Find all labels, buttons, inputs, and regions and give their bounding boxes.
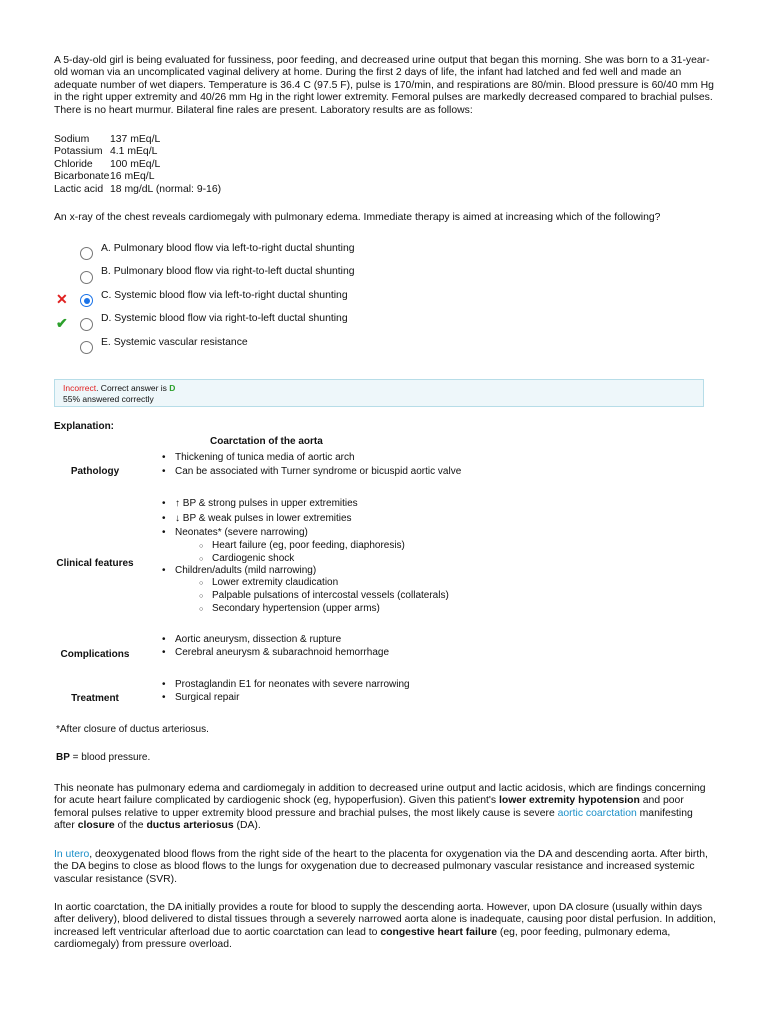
row-label-treatment: Treatment [71,693,119,704]
radio-button[interactable] [80,247,93,260]
radio-button[interactable] [80,341,93,354]
option-label: B. Pulmonary blood flow via right-to-left ductal shunting [101,266,355,277]
bold-text: ductus arteriosus [146,820,234,832]
sub-list-item: ○ Secondary hypertension (upper arms) [212,603,380,616]
option-label: D. Systemic blood flow via right-to-left ductal shunting [101,313,348,324]
explanation-heading: Explanation: [54,421,115,432]
bold-text: closure [77,820,115,832]
list-item: • Prostaglandin E1 for neonates with severe narrowing [175,679,410,692]
sub-list-item: ○ Palpable pulsations of intercostal vessels (collaterals) [212,590,449,603]
result-status: Incorrect [63,383,97,393]
explanation-paragraph [54,783,716,833]
result-correct-text: . Correct answer is [96,383,170,393]
abbreviation-note [56,752,150,763]
list-item: • Can be associated with Turner syndrome or bicuspid aortic valve [175,466,461,479]
x-mark-icon: ✕ [56,291,68,307]
radio-button-selected[interactable] [80,294,93,307]
text: (eg, poor feeding, pulmonary edema, cardiomegaly) from pressure overload. [54,926,671,951]
sub-list-item: ○ Lower extremity claudication [212,577,338,590]
list-item: • Thickening of tunica media of aortic arch [175,452,355,465]
result-box [54,379,704,407]
row-label-pathology: Pathology [70,466,120,477]
text: In aortic coarctation, the DA initially provides a route for blood to supply the descending aorta. However, upon DA closure (usually within days after delivery), blood delivered to distal tissues through a severely narrowed aorta alone is inadequate, causing poor distal perfusion. In addition, increased left ventricular afterload due to aortic coarctation can lead to [54,902,716,938]
correct-answer: D [169,383,176,393]
list-item: • Surgical repair [175,692,239,705]
option-label: C. Systemic blood flow via left-to-right ductal shunting [101,290,348,301]
percent-correct: 55% answered correctly [63,393,154,404]
explanation-paragraph [54,849,716,886]
answer-option-d[interactable] [0,313,700,333]
lab-row [54,159,221,171]
sub-list-item: ○ Cardiogenic shock [212,553,294,566]
lab-results [54,134,221,196]
table-title: Coarctation of the aorta [210,436,323,447]
option-label: E. Systemic vascular resistance [101,337,248,348]
radio-button[interactable] [80,318,93,331]
lab-value: 137 mEq/L [110,134,161,145]
list-item: • Children/adults (mild narrowing) [175,565,316,578]
abbr-definition: = blood pressure. [69,752,151,763]
row-label-clinical-features: Clinical features [56,558,134,569]
text: , deoxygenated blood flows from the right side of the heart to the placenta for oxygenation via the DA and descending aorta. After birth, the DA begins to close as blood flows to the lungs for oxygenation due to decreased pulmonary vascular resistance and increased systemic vascular resistance (SVR). [54,849,708,885]
lab-row [54,171,221,183]
text: and poor femoral pulses relative to upper extremity blood pressure and brachial pulses, the most likely cause is severe [54,795,684,819]
text: manifesting after [54,807,693,832]
lab-value: 4.1 mEq/L [110,146,158,158]
sub-list-item: ○ Heart failure (eg, poor feeding, diaphoresis) [212,540,405,553]
lab-row [54,146,221,158]
list-item: • Aortic aneurysm, dissection & rupture [175,634,341,647]
link-in-utero[interactable]: In utero [54,849,90,860]
radio-button[interactable] [80,271,93,284]
lab-value: 18 mg/dL (normal: 9-16) [110,183,222,195]
lab-name: Lactic acid [54,183,104,195]
lab-name: Bicarbonate [54,171,110,183]
lab-value: 16 mEq/L [110,171,155,183]
explanation-paragraph [54,902,716,952]
list-item: • Neonates* (severe narrowing) [175,527,308,540]
bold-text: congestive heart failure [380,926,497,938]
list-item: • ↓ BP & weak pulses in lower extremities [175,513,352,526]
answer-option-a[interactable] [0,243,700,263]
answer-option-c[interactable] [0,290,700,310]
answer-option-e[interactable] [0,337,700,357]
lab-name: Potassium [54,146,103,158]
answer-option-b[interactable] [0,266,700,286]
bold-text: lower extremity hypotension [498,795,640,807]
result-line [63,383,695,394]
link-aortic-coarctation[interactable]: aortic coarctation [557,807,637,819]
list-item: • Cerebral aneurysm & subarachnoid hemorrhage [175,647,389,660]
text: of the [114,820,147,832]
list-item: • ↑ BP & strong pulses in upper extremities [175,498,358,511]
lab-row [54,184,221,196]
text: This neonate has pulmonary edema and cardiomegaly in addition to decreased urine output and lactic acidosis, which are findings concerning for acute heart failure complicated by cardiogenic shock (eg, hypoperfusion). Given this patient's [54,783,706,807]
question-prompt: An x-ray of the chest reveals cardiomegaly with pulmonary edema. Immediate therapy is aimed at increasing which of the following? [54,212,661,223]
lab-value: 100 mEq/L [110,158,161,170]
text: (DA). [233,820,261,832]
abbr-term: BP [56,752,70,763]
lab-name: Chloride [54,158,93,170]
question-stem: A 5-day-old girl is being evaluated for fussiness, poor feeding, and decreased urine output that began this morning. She was born to a 31-year-old woman via an uncomplicated vaginal delivery at home. During the first 2 days of life, the infant had latched and fed well and made an adequate number of wet diapers. Temperature is 36.4 C (97.5 F), pulse is 170/min, and respirations are 80/min. Blood pressure is 60/40 mm Hg in the right upper extremity and 40/26 mm Hg in the right lower extremity. Femoral pulses are markedly decreased compared to brachial pulses. There is no heart murmur. Bilateral fine rales are present. Laboratory results are as follows: [54,55,714,116]
lab-row [54,134,221,146]
footnote: *After closure of ductus arteriosus. [56,724,209,735]
option-label: A. Pulmonary blood flow via left-to-right ductal shunting [101,243,355,254]
row-label-complications: Complications [60,649,130,660]
lab-name: Sodium [54,134,90,145]
check-mark-icon: ✔ [56,315,68,331]
